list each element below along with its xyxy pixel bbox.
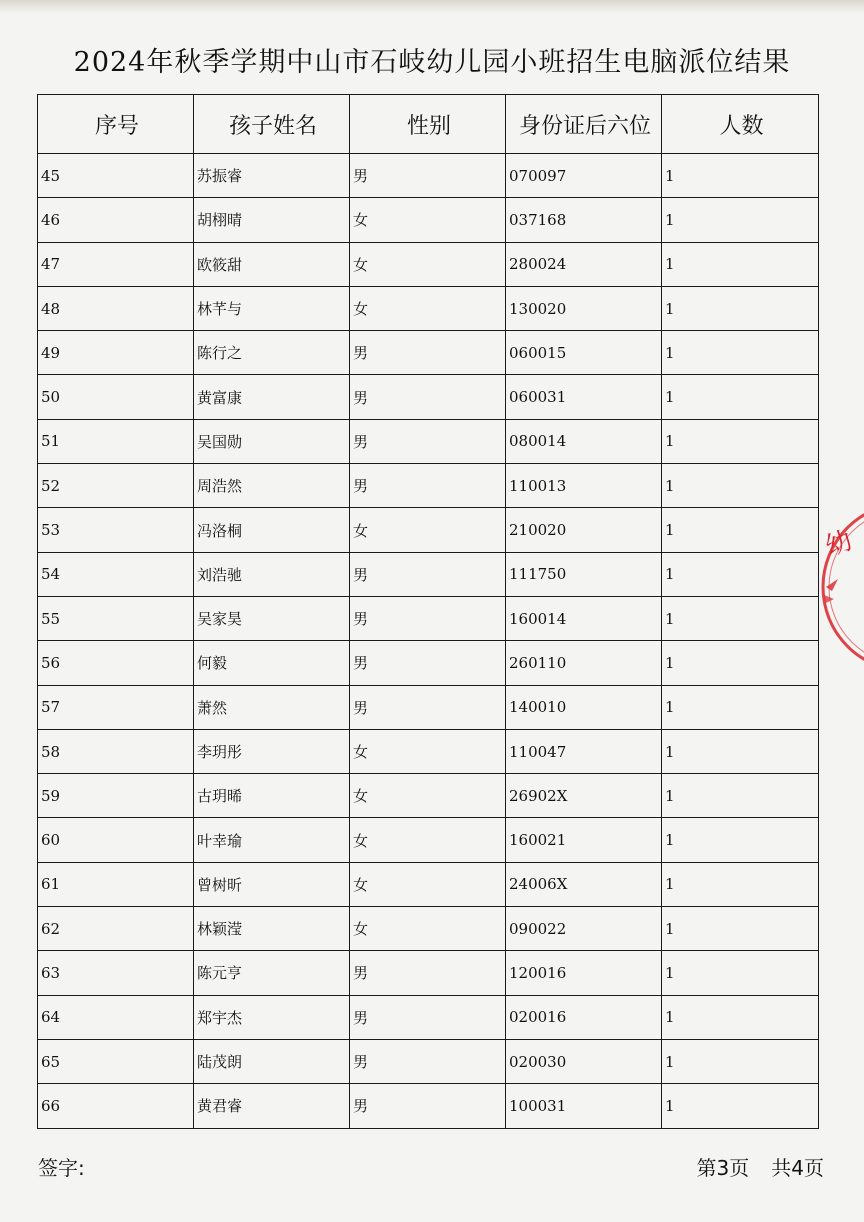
cell-child-name: 陈元亨 <box>194 951 350 995</box>
page-indicator <box>697 1152 824 1181</box>
cell-count: 1 <box>662 596 819 640</box>
cell-gender: 男 <box>350 995 506 1039</box>
cell-gender: 男 <box>350 552 506 596</box>
table-row <box>38 242 819 286</box>
cell-gender: 男 <box>350 331 506 375</box>
cell-serial: 61 <box>38 862 194 906</box>
table-row <box>38 419 819 463</box>
table-row <box>38 1084 819 1128</box>
cell-id-last-six: 140010 <box>506 685 662 729</box>
table-row <box>38 1039 819 1083</box>
page-current: 第3页 <box>696 1156 750 1180</box>
cell-serial: 52 <box>38 464 194 508</box>
enrollment-table <box>37 94 819 1129</box>
cell-child-name: 林颖滢 <box>194 907 350 951</box>
cell-id-last-six: 280024 <box>506 242 662 286</box>
table-row <box>38 729 819 773</box>
cell-serial: 66 <box>38 1084 194 1128</box>
cell-gender: 女 <box>350 508 506 552</box>
cell-id-last-six: 080014 <box>506 419 662 463</box>
cell-count: 1 <box>662 375 819 419</box>
cell-gender: 男 <box>350 464 506 508</box>
cell-serial: 58 <box>38 729 194 773</box>
cell-child-name: 李玥彤 <box>194 729 350 773</box>
cell-child-name: 黄富康 <box>194 375 350 419</box>
cell-child-name: 林芊与 <box>194 286 350 330</box>
table-row <box>38 907 819 951</box>
cell-gender: 女 <box>350 286 506 330</box>
cell-count: 1 <box>662 641 819 685</box>
cell-count: 1 <box>662 907 819 951</box>
cell-id-last-six: 111750 <box>506 552 662 596</box>
cell-child-name: 陈行之 <box>194 331 350 375</box>
cell-child-name: 胡栩晴 <box>194 198 350 242</box>
table-row <box>38 464 819 508</box>
table-row <box>38 641 819 685</box>
cell-serial: 46 <box>38 198 194 242</box>
table-row <box>38 331 819 375</box>
cell-serial: 51 <box>38 419 194 463</box>
cell-gender: 女 <box>350 818 506 862</box>
cell-serial: 56 <box>38 641 194 685</box>
cell-gender: 男 <box>350 596 506 640</box>
cell-gender: 女 <box>350 907 506 951</box>
table-row <box>38 552 819 596</box>
cell-gender: 男 <box>350 951 506 995</box>
table-row <box>38 774 819 818</box>
cell-child-name: 刘浩驰 <box>194 552 350 596</box>
cell-count: 1 <box>662 1084 819 1128</box>
cell-id-last-six: 130020 <box>506 286 662 330</box>
table-row <box>38 508 819 552</box>
cell-count: 1 <box>662 818 819 862</box>
cell-child-name: 吴国勋 <box>194 419 350 463</box>
cell-serial: 54 <box>38 552 194 596</box>
table-row <box>38 951 819 995</box>
cell-id-last-six: 160014 <box>506 596 662 640</box>
cell-id-last-six: 110047 <box>506 729 662 773</box>
cell-count: 1 <box>662 154 819 198</box>
cell-id-last-six: 100031 <box>506 1084 662 1128</box>
table-row <box>38 286 819 330</box>
cell-child-name: 冯洛桐 <box>194 508 350 552</box>
header-serial: 序号 <box>38 95 194 154</box>
cell-count: 1 <box>662 286 819 330</box>
cell-count: 1 <box>662 242 819 286</box>
cell-count: 1 <box>662 862 819 906</box>
cell-serial: 59 <box>38 774 194 818</box>
cell-gender: 男 <box>350 641 506 685</box>
table-header-row <box>38 95 819 154</box>
cell-id-last-six: 120016 <box>506 951 662 995</box>
cell-serial: 65 <box>38 1039 194 1083</box>
cell-gender: 女 <box>350 774 506 818</box>
cell-count: 1 <box>662 685 819 729</box>
cell-id-last-six: 070097 <box>506 154 662 198</box>
cell-serial: 49 <box>38 331 194 375</box>
header-id-last-six: 身份证后六位 <box>506 95 662 154</box>
cell-child-name: 吴家昊 <box>194 596 350 640</box>
cell-id-last-six: 110013 <box>506 464 662 508</box>
cell-id-last-six: 160021 <box>506 818 662 862</box>
cell-id-last-six: 020030 <box>506 1039 662 1083</box>
header-gender: 性别 <box>350 95 506 154</box>
cell-child-name: 郑宇杰 <box>194 995 350 1039</box>
cell-id-last-six: 060031 <box>506 375 662 419</box>
cell-serial: 63 <box>38 951 194 995</box>
cell-count: 1 <box>662 198 819 242</box>
cell-serial: 47 <box>38 242 194 286</box>
document-title: 2024年秋季学期中山市石岐幼儿园小班招生电脑派位结果 <box>73 47 791 78</box>
cell-gender: 女 <box>350 242 506 286</box>
cell-child-name: 古玥晞 <box>194 774 350 818</box>
cell-serial: 62 <box>38 907 194 951</box>
scan-edge <box>0 0 864 14</box>
cell-serial: 53 <box>38 508 194 552</box>
cell-count: 1 <box>662 552 819 596</box>
cell-child-name: 周浩然 <box>194 464 350 508</box>
cell-count: 1 <box>662 508 819 552</box>
table-row <box>38 198 819 242</box>
cell-child-name: 曾树昕 <box>194 862 350 906</box>
cell-gender: 男 <box>350 419 506 463</box>
cell-gender: 女 <box>350 198 506 242</box>
table-row <box>38 862 819 906</box>
cell-count: 1 <box>662 419 819 463</box>
cell-serial: 64 <box>38 995 194 1039</box>
cell-child-name: 欧筱甜 <box>194 242 350 286</box>
cell-id-last-six: 037168 <box>506 198 662 242</box>
cell-id-last-six: 060015 <box>506 331 662 375</box>
cell-id-last-six: 210020 <box>506 508 662 552</box>
cell-serial: 57 <box>38 685 194 729</box>
seal-text: 幼 <box>821 525 857 563</box>
cell-id-last-six: 26902X <box>506 774 662 818</box>
table-row <box>38 596 819 640</box>
cell-serial: 48 <box>38 286 194 330</box>
cell-id-last-six: 020016 <box>506 995 662 1039</box>
cell-serial: 45 <box>38 154 194 198</box>
cell-gender: 男 <box>350 1039 506 1083</box>
cell-gender: 女 <box>350 729 506 773</box>
cell-serial: 50 <box>38 375 194 419</box>
cell-id-last-six: 24006X <box>506 862 662 906</box>
cell-gender: 男 <box>350 154 506 198</box>
cell-child-name: 萧然 <box>194 685 350 729</box>
cell-id-last-six: 090022 <box>506 907 662 951</box>
table-row <box>38 375 819 419</box>
cell-child-name: 何毅 <box>194 641 350 685</box>
cell-child-name: 陆茂朗 <box>194 1039 350 1083</box>
cell-gender: 男 <box>350 685 506 729</box>
page-total: 共4页 <box>771 1156 824 1180</box>
cell-count: 1 <box>662 951 819 995</box>
cell-child-name: 苏振睿 <box>194 154 350 198</box>
cell-count: 1 <box>662 331 819 375</box>
table-row <box>38 818 819 862</box>
cell-serial: 60 <box>38 818 194 862</box>
cell-count: 1 <box>662 995 819 1039</box>
cell-id-last-six: 260110 <box>506 641 662 685</box>
cell-serial: 55 <box>38 596 194 640</box>
cell-count: 1 <box>662 729 819 773</box>
cell-count: 1 <box>662 1039 819 1083</box>
header-child-name: 孩子姓名 <box>194 95 350 154</box>
cell-child-name: 黄君睿 <box>194 1084 350 1128</box>
signature-label: 签字: <box>38 1156 85 1180</box>
table-row <box>38 995 819 1039</box>
cell-child-name: 叶幸瑜 <box>194 818 350 862</box>
cell-count: 1 <box>662 464 819 508</box>
header-count: 人数 <box>662 95 819 154</box>
cell-count: 1 <box>662 774 819 818</box>
cell-gender: 男 <box>350 1084 506 1128</box>
table-row <box>38 154 819 198</box>
official-seal <box>812 495 864 685</box>
table-row <box>38 685 819 729</box>
cell-gender: 男 <box>350 375 506 419</box>
cell-gender: 女 <box>350 862 506 906</box>
